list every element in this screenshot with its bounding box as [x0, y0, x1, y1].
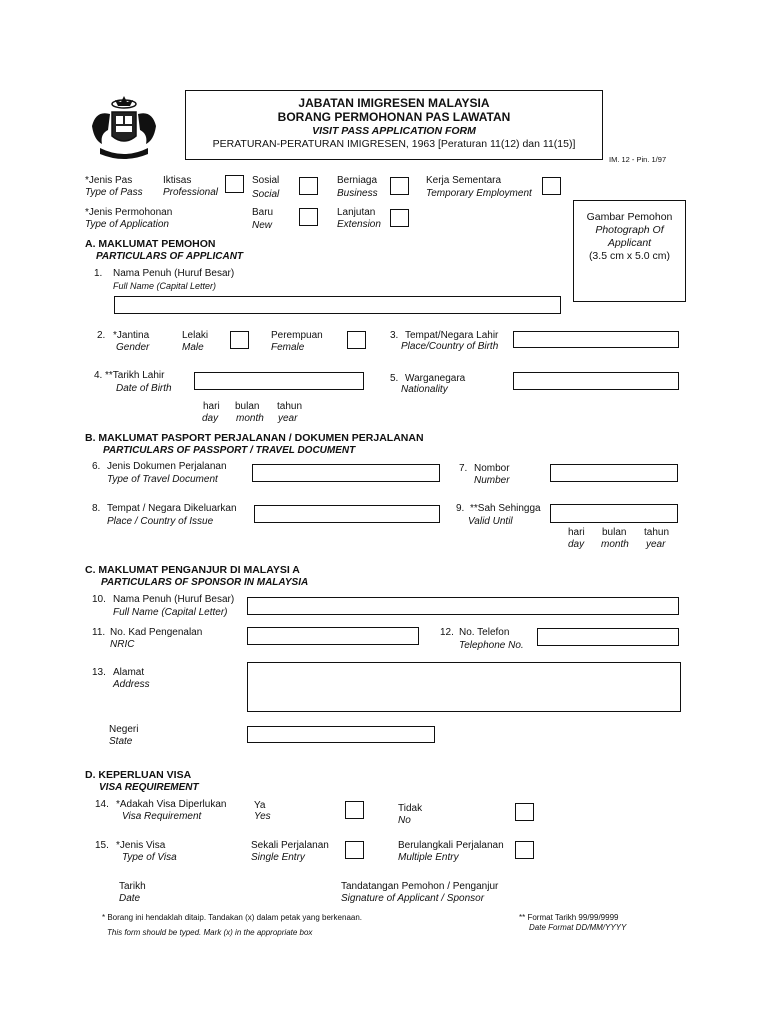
- visa-no-label-en: No: [398, 815, 411, 826]
- date-label-en: Date: [119, 893, 141, 904]
- q12-label-en: Telephone No.: [459, 640, 524, 651]
- instruction-note-en: This form should be typed. Mark (x) in the appropriate box: [107, 928, 313, 937]
- q4-number: 4.: [94, 370, 103, 381]
- pass-option-social: Sosial: [252, 175, 280, 186]
- valid-month-hint-en: month: [601, 539, 629, 550]
- checkbox-multiple-entry[interactable]: [515, 841, 534, 859]
- application-option-extension-en: Extension: [337, 219, 381, 230]
- checkbox-new[interactable]: [299, 208, 318, 226]
- q10-number: 10.: [92, 594, 106, 605]
- document-number-field[interactable]: [550, 464, 678, 482]
- q11-label-en: NRIC: [110, 639, 135, 650]
- section-c-title: C. MAKLUMAT PENGANJUR DI MALAYSI A: [85, 564, 300, 576]
- checkbox-visa-yes[interactable]: [345, 801, 364, 819]
- pass-option-temporary: Kerja Sementara: [426, 175, 502, 186]
- section-a-title: A. MAKLUMAT PEMOHON: [85, 238, 216, 250]
- q5-number: 5.: [390, 373, 399, 384]
- q3-number: 3.: [390, 330, 399, 341]
- valid-year-hint: tahun: [644, 527, 670, 538]
- checkbox-social[interactable]: [299, 177, 318, 195]
- applicant-full-name-field[interactable]: [114, 296, 561, 314]
- sponsor-state-field[interactable]: [247, 726, 435, 743]
- q1-number: 1.: [94, 268, 103, 279]
- sponsor-full-name-field[interactable]: [247, 597, 679, 615]
- checkbox-female[interactable]: [347, 331, 366, 349]
- regulation-reference: PERATURAN-PERATURAN IMIGRESEN, 1963 [Peraturan 11(12) dan 11(15)]: [212, 138, 576, 150]
- q14-number: 14.: [95, 799, 109, 810]
- date-label: Tarikh: [119, 881, 146, 892]
- travel-document-type-field[interactable]: [252, 464, 440, 482]
- visa-no-label: Tidak: [398, 803, 423, 814]
- application-type-label-en: Type of Application: [85, 219, 169, 230]
- q6-label: Jenis Dokumen Perjalanan: [107, 461, 227, 472]
- place-of-issue-field[interactable]: [254, 505, 440, 523]
- application-type-label: *Jenis Permohonan: [85, 207, 173, 218]
- section-c-subtitle: PARTICULARS OF SPONSOR IN MALAYSIA: [101, 577, 309, 588]
- single-entry-label-en: Single Entry: [251, 852, 305, 863]
- q12-label: No. Telefon: [459, 627, 510, 638]
- q4-label-en: Date of Birth: [116, 383, 172, 394]
- checkbox-temporary-employment[interactable]: [542, 177, 561, 195]
- sponsor-telephone-field[interactable]: [537, 628, 679, 646]
- q1-label-en: Full Name (Capital Letter): [113, 281, 217, 291]
- q13-label: Alamat: [113, 667, 145, 678]
- application-option-new-en: New: [252, 220, 273, 231]
- dob-day-hint: hari: [203, 401, 220, 412]
- q3-label-en: Place/Country of Birth: [401, 341, 499, 352]
- dob-month-hint-en: month: [236, 413, 264, 424]
- visa-yes-label-en: Yes: [254, 811, 271, 822]
- signature-label: Tandatangan Pemohon / Penganjur: [341, 881, 499, 892]
- dob-year-hint: tahun: [277, 401, 303, 412]
- pass-option-temporary-en: Temporary Employment: [426, 188, 532, 199]
- gender-female-label-en: Female: [271, 342, 305, 353]
- q12-number: 12.: [440, 627, 454, 638]
- q3-label: Tempat/Negara Lahir: [405, 330, 499, 341]
- dob-month-hint: bulan: [235, 401, 260, 412]
- date-format-note-en: Date Format DD/MM/YYYY: [529, 923, 627, 932]
- q8-label-en: Place / Country of Issue: [107, 516, 214, 527]
- agency-name: JABATAN IMIGRESEN MALAYSIA: [298, 96, 490, 110]
- dob-year-hint-en: year: [278, 413, 298, 424]
- application-option-new: Baru: [252, 207, 274, 218]
- q6-number: 6.: [92, 461, 101, 472]
- photo-label: Gambar Pemohon: [586, 211, 673, 223]
- q15-number: 15.: [95, 840, 109, 851]
- sponsor-address-line-2[interactable]: [247, 679, 681, 696]
- section-b-title: B. MAKLUMAT PASPORT PERJALANAN / DOKUMEN PERJALANAN: [85, 432, 424, 444]
- section-a-subtitle: PARTICULARS OF APPLICANT: [96, 251, 244, 262]
- q10-label: Nama Penuh (Huruf Besar): [113, 594, 235, 605]
- state-label-en: State: [109, 736, 133, 747]
- photo-size: (3.5 cm x 5.0 cm): [588, 250, 671, 262]
- section-d-subtitle: VISA REQUIREMENT: [99, 782, 199, 793]
- q10-label-en: Full Name (Capital Letter): [113, 607, 228, 618]
- pass-option-professional-en: Professional: [163, 187, 219, 198]
- q9-number: 9.: [456, 503, 465, 514]
- pass-type-label: *Jenis Pas: [85, 175, 133, 186]
- checkbox-business[interactable]: [390, 177, 409, 195]
- q8-label: Tempat / Negara Dikeluarkan: [107, 503, 237, 514]
- sponsor-address-line-1[interactable]: [247, 662, 681, 680]
- q2-label: *Jantina: [113, 330, 150, 341]
- q14-label: *Adakah Visa Diperlukan: [116, 799, 227, 810]
- dob-day-hint-en: day: [202, 413, 219, 424]
- checkbox-male[interactable]: [230, 331, 249, 349]
- photo-label-en-2: Applicant: [607, 237, 652, 249]
- form-code: IM. 12 - Pin. 1/97: [609, 155, 667, 164]
- sponsor-address-line-3[interactable]: [247, 695, 681, 712]
- checkbox-extension[interactable]: [390, 209, 409, 227]
- q11-label: No. Kad Pengenalan: [110, 627, 203, 638]
- section-b-subtitle: PARTICULARS OF PASSPORT / TRAVEL DOCUMENT: [103, 445, 356, 456]
- place-of-birth-field[interactable]: [513, 331, 679, 348]
- nationality-field[interactable]: [513, 372, 679, 390]
- checkbox-visa-no[interactable]: [515, 803, 534, 821]
- q15-label-en: Type of Visa: [122, 852, 177, 863]
- gender-male-label-en: Male: [182, 342, 204, 353]
- q5-label-en: Nationality: [401, 384, 448, 395]
- application-option-extension: Lanjutan: [337, 207, 376, 218]
- q9-label-en: Valid Until: [468, 516, 513, 527]
- pass-option-professional: Iktisas: [163, 175, 192, 186]
- form-title-ms: BORANG PERMOHONAN PAS LAWATAN: [277, 110, 511, 124]
- q2-number: 2.: [97, 330, 106, 341]
- single-entry-label: Sekali Perjalanan: [251, 840, 329, 851]
- q13-number: 13.: [92, 667, 106, 678]
- checkbox-professional[interactable]: [225, 175, 244, 193]
- form-title-en: VISIT PASS APPLICATION FORM: [312, 125, 476, 137]
- form-title-box: [185, 90, 603, 160]
- photo-label-en: Photograph Of: [595, 224, 664, 236]
- q7-number: 7.: [459, 463, 468, 474]
- section-d-title: D. KEPERLUAN VISA: [85, 769, 192, 781]
- gender-female-label: Perempuan: [271, 330, 323, 341]
- visa-yes-label: Ya: [254, 800, 266, 811]
- date-of-birth-field[interactable]: [194, 372, 364, 390]
- checkbox-single-entry[interactable]: [345, 841, 364, 859]
- q11-number: 11.: [92, 627, 106, 638]
- q4-label: **Tarikh Lahir: [105, 370, 165, 381]
- valid-until-field[interactable]: [550, 504, 678, 523]
- q7-label-en: Number: [474, 475, 510, 486]
- date-format-note: ** Format Tarikh 99/99/9999: [519, 913, 619, 922]
- q6-label-en: Type of Travel Document: [107, 474, 218, 485]
- valid-day-hint-en: day: [568, 539, 585, 550]
- pass-type-label-en: Type of Pass: [85, 187, 143, 198]
- pass-option-social-en: Social: [252, 189, 280, 200]
- pass-option-business: Berniaga: [337, 175, 378, 186]
- multiple-entry-label: Berulangkali Perjalanan: [398, 840, 504, 851]
- q5-label: Warganegara: [405, 373, 466, 384]
- q8-number: 8.: [92, 503, 101, 514]
- valid-year-hint-en: year: [646, 539, 666, 550]
- instruction-note: * Borang ini hendaklah ditaip. Tandakan (x) dalam petak yang berkenaan.: [102, 913, 363, 922]
- pass-option-business-en: Business: [337, 188, 378, 199]
- malaysia-coat-of-arms-icon: [86, 92, 162, 164]
- state-label: Negeri: [109, 724, 139, 735]
- q2-label-en: Gender: [116, 342, 150, 353]
- q7-label: Nombor: [474, 463, 510, 474]
- q1-label: Nama Penuh (Huruf Besar): [113, 268, 235, 279]
- valid-month-hint: bulan: [602, 527, 627, 538]
- q13-label-en: Address: [113, 679, 150, 690]
- sponsor-nric-field[interactable]: [247, 627, 419, 645]
- q15-label: *Jenis Visa: [116, 840, 166, 851]
- signature-label-en: Signature of Applicant / Sponsor: [341, 893, 485, 904]
- q14-label-en: Visa Requirement: [122, 811, 202, 822]
- applicant-photo-box[interactable]: [573, 200, 686, 302]
- gender-male-label: Lelaki: [182, 330, 209, 341]
- q9-label: **Sah Sehingga: [470, 503, 541, 514]
- multiple-entry-label-en: Multiple Entry: [398, 852, 459, 863]
- valid-day-hint: hari: [568, 527, 585, 538]
